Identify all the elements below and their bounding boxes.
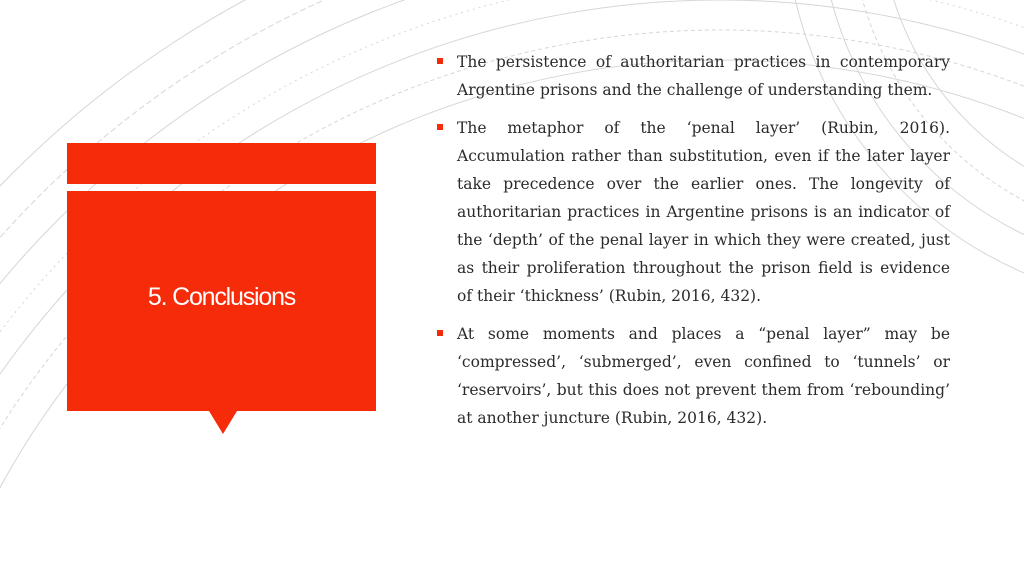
- bullet-text: At some moments and places a “penal layer” may be ‘compressed’, ‘submerged’, even confined to ‘tunnels’ or ‘reservoirs’, but this does not prevent them from ‘rebounding’ at another juncture (Rubin, 2016, 432).: [457, 325, 950, 427]
- square-bullet-icon: [437, 58, 443, 64]
- bullet-text: The metaphor of the ‘penal layer’ (Rubin, 2016). Accumulation rather than substitution, even if the later layer take precedence over the earlier ones. The longevity of authoritarian practices in Argentine prisons is an indicator of the ‘depth’ of the penal layer in which they were created, just as their proliferation throughout the prison field is evidence of their ‘thickness’ (Rubin, 2016, 432).: [457, 119, 950, 305]
- bullet-item: [437, 48, 950, 104]
- square-bullet-icon: [437, 330, 443, 336]
- bullet-item: [437, 114, 950, 310]
- title-panel: [67, 191, 376, 411]
- panel-pointer: [209, 411, 237, 434]
- square-bullet-icon: [437, 124, 443, 130]
- section-title: 5. Conclusions: [147, 283, 296, 311]
- bullet-list: [437, 48, 950, 442]
- bullet-text: The persistence of authoritarian practices in contemporary Argentine prisons and the challenge of understanding them.: [457, 53, 950, 99]
- accent-strip: [67, 143, 376, 184]
- bullet-item: [437, 320, 950, 432]
